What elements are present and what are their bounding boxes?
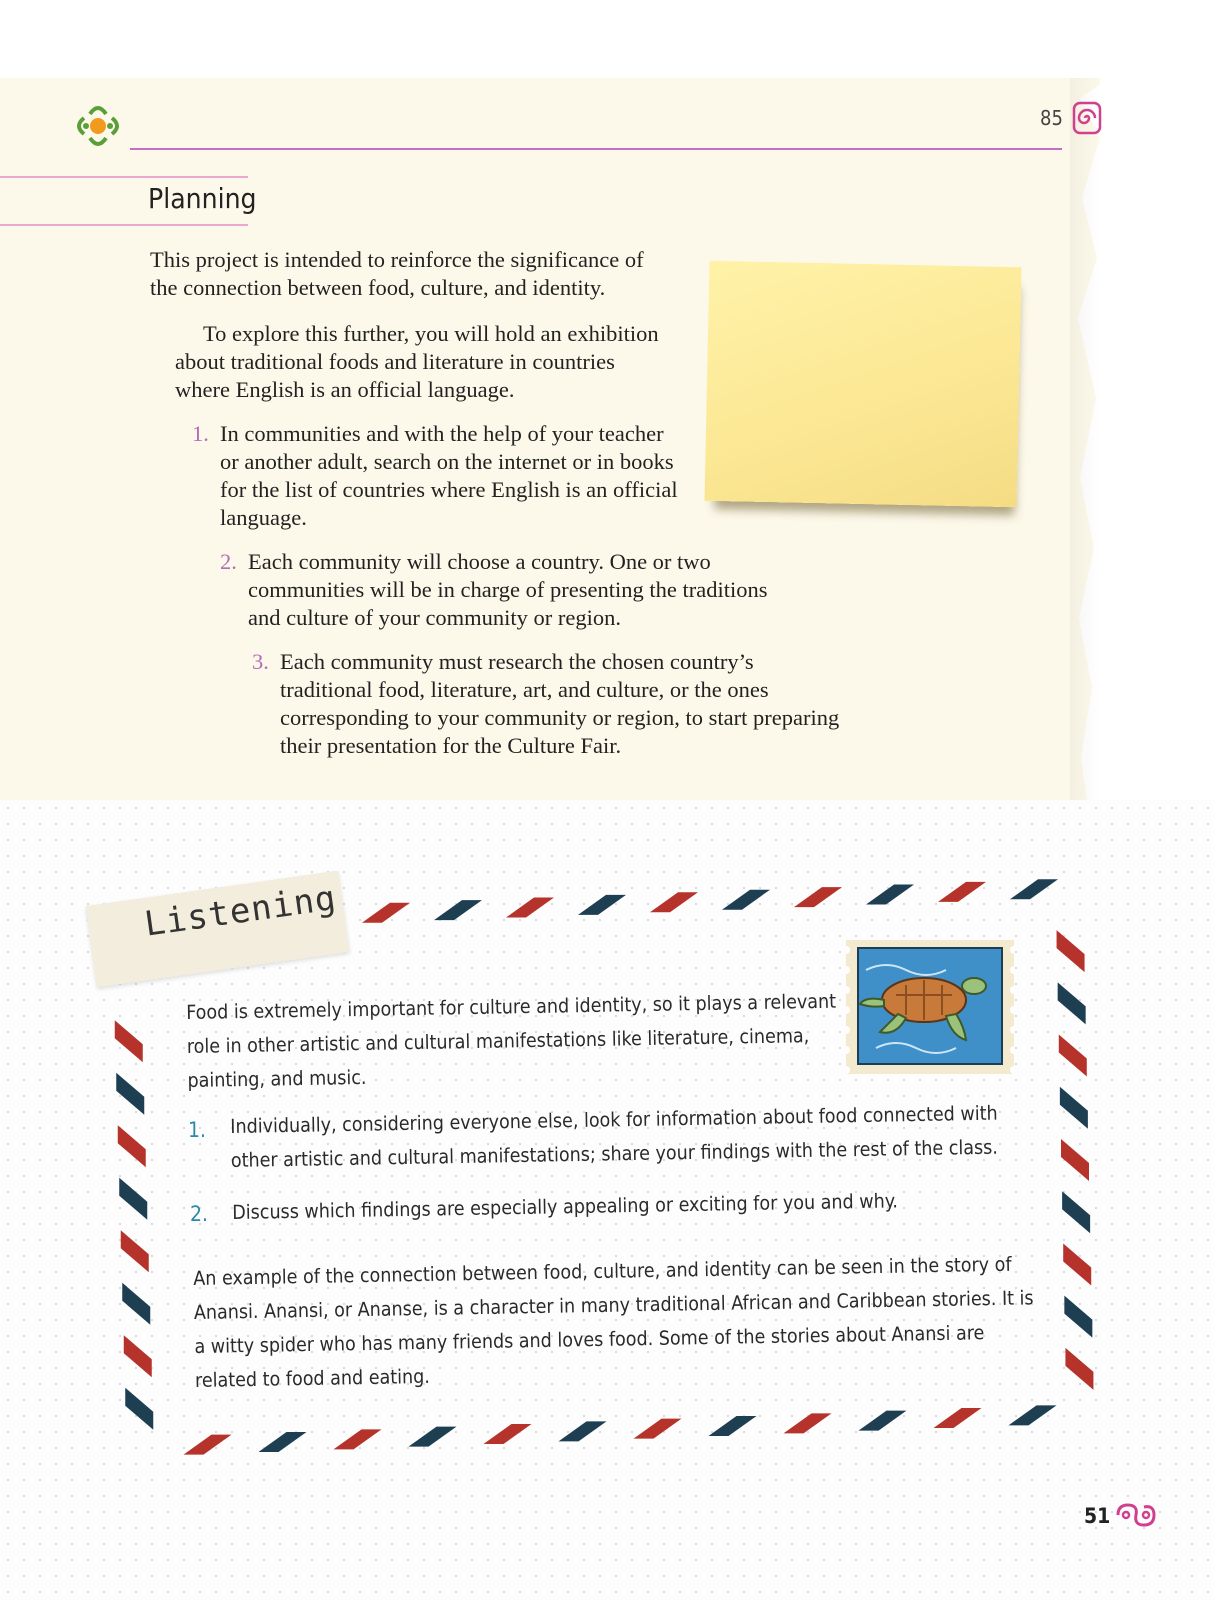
anansi-example-paragraph: An example of the connection between food, culture, and identity can be seen in the story of Anansi. Anansi, or Ananse, is a character in many traditional African and Caribbean stories. It is a witty spider who has many friends and loves food. Some of the stories about Anansi are related to food and eating. — [193, 1252, 1034, 1392]
airmail-stripe — [1063, 1243, 1091, 1285]
step-number: 2. — [220, 549, 237, 574]
airmail-stripe — [1065, 1348, 1093, 1390]
airmail-stripe — [634, 1419, 682, 1439]
swirl-ornament-icon — [1112, 1500, 1160, 1530]
planning-step — [192, 420, 680, 532]
airmail-stripe — [934, 1408, 982, 1428]
step-text: Each community must research the chosen country’s traditional food, literature, art, and culture, or the ones corresponding to your community or region, to start preparing their presentation for the Culture Fair. — [280, 649, 840, 758]
airmail-stripe — [118, 1125, 146, 1167]
airmail-stripe — [122, 1283, 150, 1325]
listening-step-text: Discuss which findings are especially appealing or exciting for you and why. — [232, 1189, 899, 1224]
header-rule — [130, 148, 1062, 150]
airmail-stripe — [409, 1427, 457, 1447]
airmail-stripe — [1058, 982, 1086, 1024]
airmail-stripe — [709, 1416, 757, 1436]
page-number-bottom: 51 — [1084, 1504, 1111, 1528]
airmail-stripe — [506, 898, 554, 918]
planning-title: Planning — [148, 182, 257, 215]
airmail-stripe — [334, 1429, 382, 1449]
airmail-stripe — [116, 1073, 144, 1115]
listening-step-number: 2. — [190, 1202, 209, 1226]
listening-intro: Food is extremely important for culture and identity, so it plays a relevant role in other artistic and cultural manifestations like literature, cinema, painting, and music. — [186, 989, 837, 1092]
airmail-stripe — [434, 900, 482, 920]
step-text: In communities and with the help of your teacher or another adult, search on the internet or in books for the list of countries where English is an official language. — [220, 421, 678, 530]
airmail-stripe — [125, 1388, 153, 1430]
airmail-stripe — [794, 887, 842, 907]
listening-step-number: 1. — [188, 1118, 207, 1142]
airmail-stripe — [259, 1432, 307, 1452]
listening-step-text: Individually, considering everyone else, look for information about food connected with other artistic and cultural manifestations; share your findings with the rest of the class. — [230, 1101, 999, 1172]
airmail-stripe — [784, 1413, 832, 1433]
airmail-stripe — [938, 882, 986, 902]
airmail-stripe — [115, 1020, 143, 1062]
airmail-stripe — [1009, 1405, 1057, 1425]
step-text: Each community will choose a country. One or two communities will be in charge of presenting the traditions and culture of your community or region. — [248, 549, 768, 630]
airmail-stripe — [1062, 1191, 1090, 1233]
airmail-stripe — [578, 895, 626, 915]
planning-explore: To explore this further, you will hold an exhibition about traditional foods and literature in countries where English is an official language. — [175, 321, 659, 402]
airmail-stripe — [859, 1411, 907, 1431]
airmail-stripe — [650, 892, 698, 912]
airmail-stripe — [1061, 1139, 1089, 1181]
sea-turtle-stamp-icon — [846, 940, 1014, 1074]
airmail-stripe — [1064, 1296, 1092, 1338]
listening-title: Listening — [142, 878, 339, 945]
page-number-top: 85 — [1040, 106, 1063, 130]
airmail-stripe — [1057, 930, 1085, 972]
planning-intro: This project is intended to reinforce the significance of the connection between food, culture, and identity. — [150, 247, 644, 300]
torn-edge-shadow — [1070, 78, 1100, 818]
planning-step — [252, 648, 840, 760]
airmail-stripe — [484, 1424, 532, 1444]
airmail-stripe — [121, 1230, 149, 1272]
airmail-stripe — [119, 1178, 147, 1220]
airmail-stripe — [1060, 1087, 1088, 1129]
planning-step — [220, 548, 768, 632]
step-number: 1. — [192, 421, 209, 446]
airmail-stripe — [124, 1335, 152, 1377]
airmail-stripe — [866, 885, 914, 905]
airmail-stripe — [184, 1435, 232, 1455]
step-number: 3. — [252, 649, 269, 674]
spiral-ornament-icon — [1072, 101, 1102, 135]
sticky-note — [705, 261, 1022, 507]
airmail-stripe — [362, 903, 410, 923]
airmail-stripe — [1059, 1035, 1087, 1077]
airmail-stripe — [722, 890, 770, 910]
airmail-stripe — [1010, 879, 1058, 899]
flower-logo-icon — [72, 100, 124, 152]
airmail-stripe — [559, 1421, 607, 1441]
